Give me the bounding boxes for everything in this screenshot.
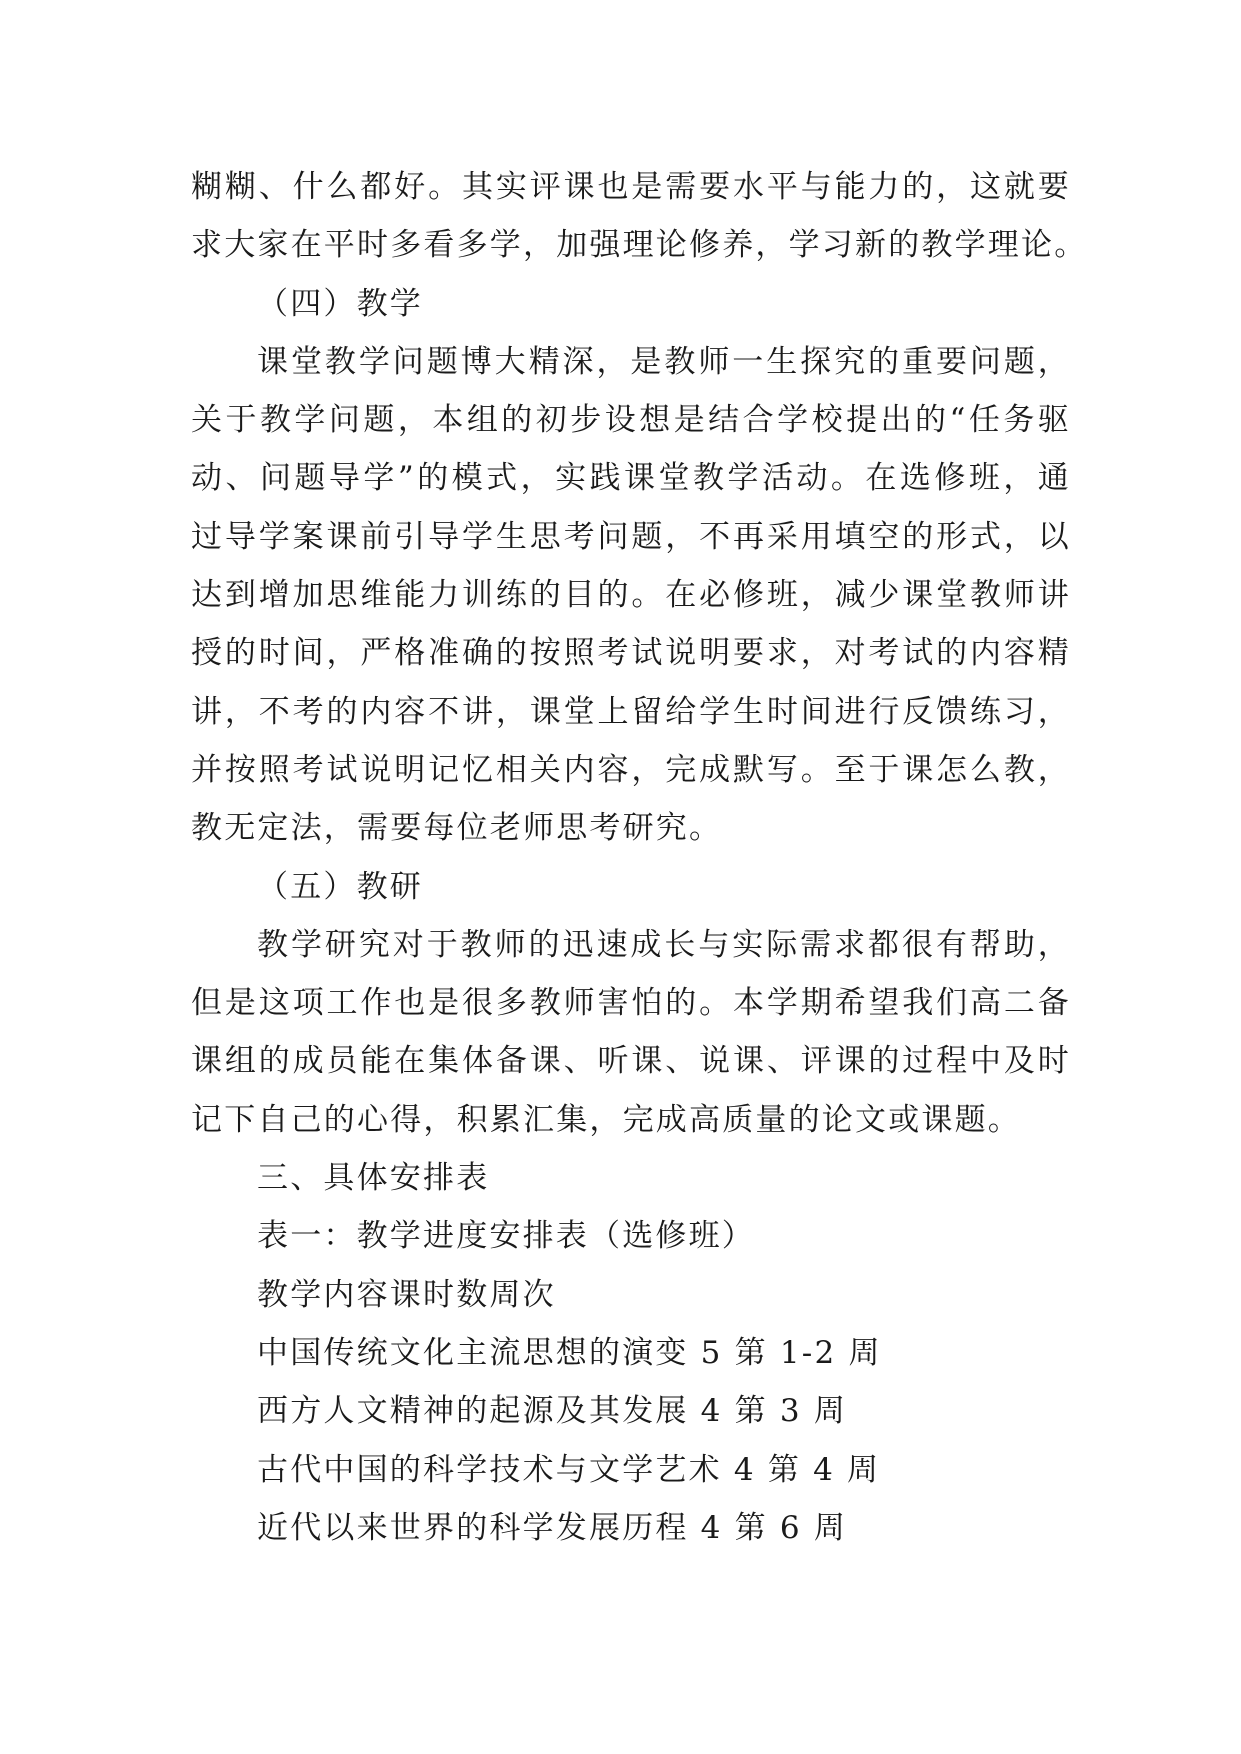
text-line: 教学研究对于教师的迅速成长与实际需求都很有帮助，: [257, 926, 1071, 963]
text-line: 求大家在平时多看多学，加强理论修养，学习新的教学理论。: [191, 227, 1088, 264]
document-page: [191, 158, 1088, 1557]
text-line: 但是这项工作也是很多教师害怕的。本学期希望我们高二备: [191, 985, 1071, 1022]
text-line: 三、具体安排表: [257, 1160, 490, 1197]
text-line: 动、问题导学”的模式，实践课堂教学活动。在选修班，通: [191, 460, 1071, 497]
text-line: 西方人文精神的起源及其发展 4 第 3 周: [257, 1393, 848, 1430]
text-line: 教学内容课时数周次: [257, 1276, 556, 1313]
text-line: 古代中国的科学技术与文学艺术 4 第 4 周: [257, 1451, 881, 1488]
text-line: 达到增加思维能力训练的目的。在必修班，减少课堂教师讲: [191, 577, 1071, 614]
text-line: 课组的成员能在集体备课、听课、说课、评课的过程中及时: [191, 1043, 1071, 1080]
text-line: 讲，不考的内容不讲，课堂上留给学生时间进行反馈练习，: [191, 693, 1071, 730]
text-line: （四）教学: [257, 285, 423, 322]
text-line: 授的时间，严格准确的按照考试说明要求，对考试的内容精: [191, 635, 1071, 672]
text-line: （五）教研: [257, 868, 423, 905]
text-line: 课堂教学问题博大精深，是教师一生探究的重要问题，: [257, 343, 1071, 380]
text-line: 过导学案课前引导学生思考问题，不再采用填空的形式，以: [191, 518, 1071, 555]
text-line: 中国传统文化主流思想的演变 5 第 1-2 周: [257, 1334, 882, 1371]
text-line: 关于教学问题，本组的初步设想是结合学校提出的“任务驱: [191, 402, 1071, 439]
text-line: 并按照考试说明记忆相关内容，完成默写。至于课怎么教，: [191, 751, 1071, 788]
text-line: 表一：教学进度安排表（选修班）: [257, 1218, 755, 1255]
text-line: 糊糊、什么都好。其实评课也是需要水平与能力的，这就要: [191, 169, 1071, 205]
text-line: 教无定法，需要每位老师思考研究。: [191, 810, 723, 847]
text-line: 近代以来世界的科学发展历程 4 第 6 周: [257, 1509, 848, 1546]
text-line: 记下自己的心得，积累汇集，完成高质量的论文或课题。: [191, 1101, 1021, 1138]
